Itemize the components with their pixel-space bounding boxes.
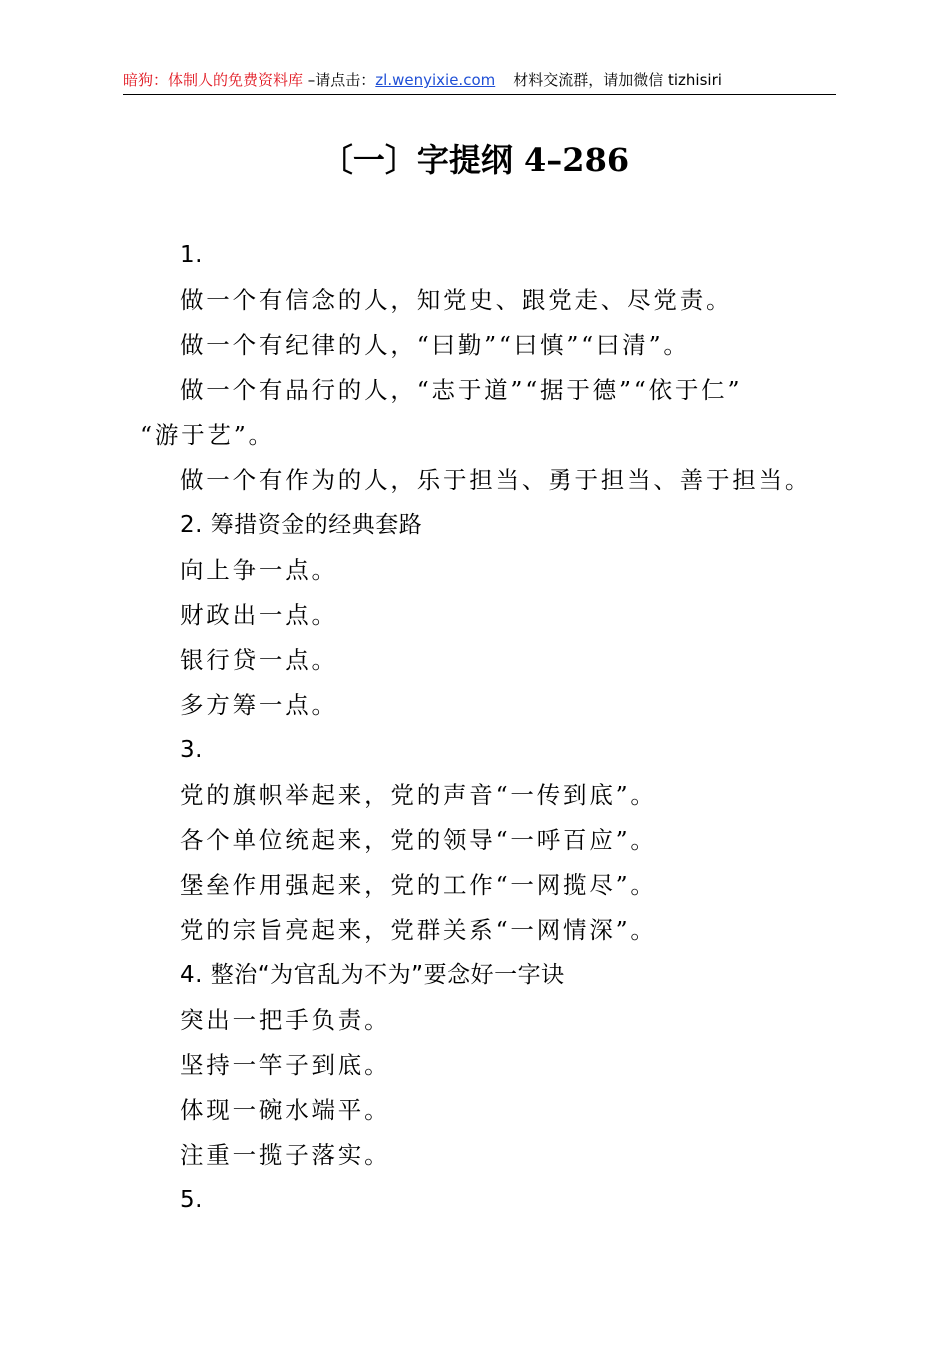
section-number: 1. [180, 242, 203, 268]
paragraph: 突出一把手负责。 [180, 1006, 391, 1034]
section-heading: 2. 筹措资金的经典套路 [180, 512, 423, 538]
header-note: 材料交流群，请加微信 tizhisiri [513, 71, 722, 89]
paragraph: 做一个有信念的人，知党史、跟党走、尽党责。 [180, 286, 733, 314]
page-title: 〔一〕字提纲 4–286 [320, 141, 630, 179]
paragraph: 做一个有作为的人，乐于担当、勇于担当、善于担当。 [180, 466, 812, 494]
paragraph: 做一个有品行的人，“志于道”“据于德”“依于仁” [180, 376, 743, 404]
paragraph: 做一个有纪律的人，“曰勤”“曰慎”“曰清”。 [180, 331, 690, 359]
paragraph: 银行贷一点。 [180, 646, 338, 674]
section-number: 3. [180, 737, 203, 763]
section-number: 5. [180, 1187, 203, 1213]
header-brand: 暗狗：体制人的免费资料库 [123, 71, 304, 89]
paragraph: 多方筹一点。 [180, 691, 338, 719]
paragraph: 向上争一点。 [180, 556, 338, 584]
paragraph: 堡垒作用强起来，党的工作“一网揽尽”。 [180, 871, 657, 899]
paragraph: 财政出一点。 [180, 601, 338, 629]
paragraph: 党的宗旨亮起来，党群关系“一网情深”。 [180, 916, 657, 944]
paragraph: 坚持一竿子到底。 [180, 1051, 391, 1079]
page-header [123, 66, 836, 95]
header-prompt: –请点击： [303, 71, 376, 89]
header-link[interactable]: zl.wenyixie.com [375, 71, 496, 89]
section-heading: 4. 整治“为官乱为不为”要念好一字诀 [180, 962, 565, 988]
paragraph: 注重一揽子落实。 [180, 1141, 391, 1169]
paragraph: 体现一碗水端平。 [180, 1096, 391, 1124]
paragraph-continuation: “游于艺”。 [140, 421, 275, 449]
paragraph: 党的旗帜举起来，党的声音“一传到底”。 [180, 781, 657, 809]
paragraph: 各个单位统起来，党的领导“一呼百应”。 [180, 826, 657, 854]
